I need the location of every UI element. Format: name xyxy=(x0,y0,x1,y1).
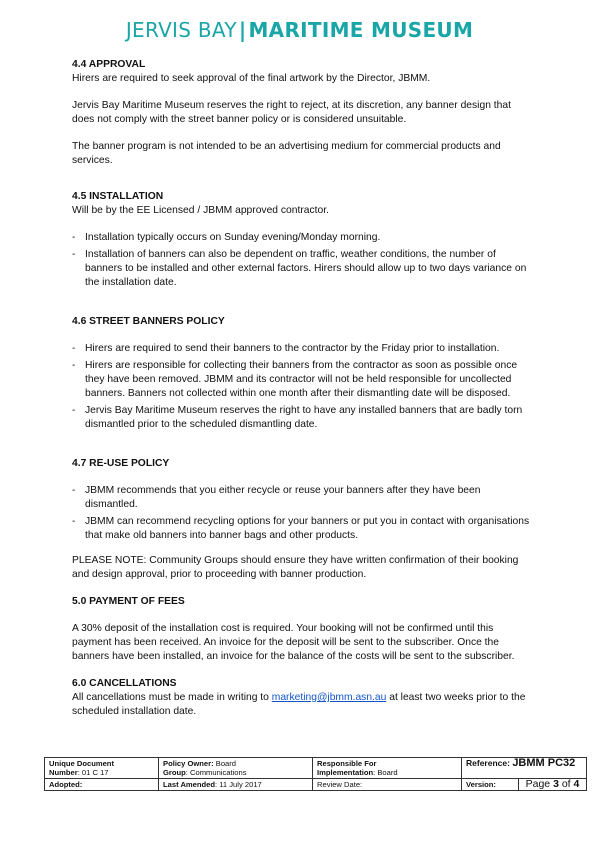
reference-cell: Reference: JBMM PC32 xyxy=(462,758,587,779)
section-4-6-title: 4.6 STREET BANNERS POLICY xyxy=(72,316,225,327)
bullet-dash: - xyxy=(72,405,76,416)
list-item: - Installation of banners can also be dependent on traffic, weather conditions, the number of banners to be installed and other external factors. Hirers should allow up to two days variance on the installation date. xyxy=(72,249,527,288)
section-4-5-p1: Will be by the EE Licensed / JBMM approved contractor. xyxy=(72,205,329,216)
policy-owner-cell: Policy Owner: Board Group: Communications xyxy=(159,758,313,779)
section-6-0-title: 6.0 CANCELLATIONS xyxy=(72,678,177,689)
version-cell: Version: xyxy=(462,779,519,791)
section-4-4-p2: Jervis Bay Maritime Museum reserves the right to reject, at its discretion, any banner design that does not comply with the street banner policy or is considered unsuitable. xyxy=(72,100,511,125)
review-date-cell: Review Date: xyxy=(313,779,462,791)
section-4-5-title: 4.5 INSTALLATION xyxy=(72,191,164,202)
header-part1: JERVIS BAY xyxy=(125,18,237,42)
document-body xyxy=(72,58,532,719)
list-item: - JBMM can recommend recycling options for your banners or put you in contact with organisations that make old banners into banner bags and other products. xyxy=(72,516,530,541)
section-4-7-title: 4.7 RE-USE POLICY xyxy=(72,458,170,469)
section-4-6-list xyxy=(72,342,532,432)
section-4-7-list xyxy=(72,484,532,543)
bullet-dash: - xyxy=(72,485,76,496)
section-4-5-list xyxy=(72,231,532,290)
section-4-4-title: 4.4 APPROVAL xyxy=(72,59,146,70)
last-amended-cell: Last Amended: 11 July 2017 xyxy=(159,779,313,791)
section-4-4-p3: The banner program is not intended to be an advertising medium for commercial products and services. xyxy=(72,141,501,166)
section-5-0-p1: A 30% deposit of the installation cost is required. Your booking will not be confirmed until this payment has been received. An invoice for the deposit will be sent to the subscriber. Once the banners have been installed, an invoice for the balance of the costs will be sent to the subscriber. xyxy=(72,623,515,662)
list-item: - JBMM recommends that you either recycle or reuse your banners after they have been dismantled. xyxy=(72,485,481,510)
email-link[interactable]: marketing@jbmm.asn.au xyxy=(271,692,387,703)
unique-document-cell: Unique Document Number: 01 C 17 xyxy=(45,758,159,779)
list-item: - Jervis Bay Maritime Museum reserves the right to have any installed banners that are badly torn dismantled prior to the scheduled dismantling date. xyxy=(72,405,523,430)
list-item: - Hirers are responsible for collecting their banners from the contractor as soon as possible once they have been removed. JBMM and its contractor will not be held responsible for uncollected banners. Banners not collected within one month after their dismantling date will be disposed. xyxy=(72,360,518,399)
bullet-dash: - xyxy=(72,516,76,527)
page-number-cell: Page 3 of 4 xyxy=(519,779,587,791)
bullet-dash: - xyxy=(72,343,76,354)
section-4-4-p1: Hirers are required to seek approval of the final artwork by the Director, JBMM. xyxy=(72,73,431,84)
museum-header-logo xyxy=(0,18,599,42)
section-5-0-title: 5.0 PAYMENT OF FEES xyxy=(72,596,185,607)
adopted-cell: Adopted: xyxy=(45,779,159,791)
document-control-table xyxy=(44,757,587,791)
bullet-dash: - xyxy=(72,360,76,371)
bullet-dash: - xyxy=(72,232,76,243)
header-part2: MARITIME MUSEUM xyxy=(248,18,474,42)
list-item: - Installation typically occurs on Sunday evening/Monday morning. xyxy=(72,232,381,243)
section-6-0-p1: All cancellations must be made in writing to marketing@jbmm.asn.au at least two weeks prior to the scheduled installation date. xyxy=(72,692,526,717)
bullet-dash: - xyxy=(72,249,76,260)
header-separator: | xyxy=(238,18,247,42)
please-note: PLEASE NOTE: Community Groups should ensure they have written confirmation of their booking and design approval, prior to proceeding with banner production. xyxy=(72,555,519,580)
responsible-cell: Responsible For Implementation: Board xyxy=(313,758,462,779)
list-item: - Hirers are required to send their banners to the contractor by the Friday prior to installation. xyxy=(72,343,500,354)
